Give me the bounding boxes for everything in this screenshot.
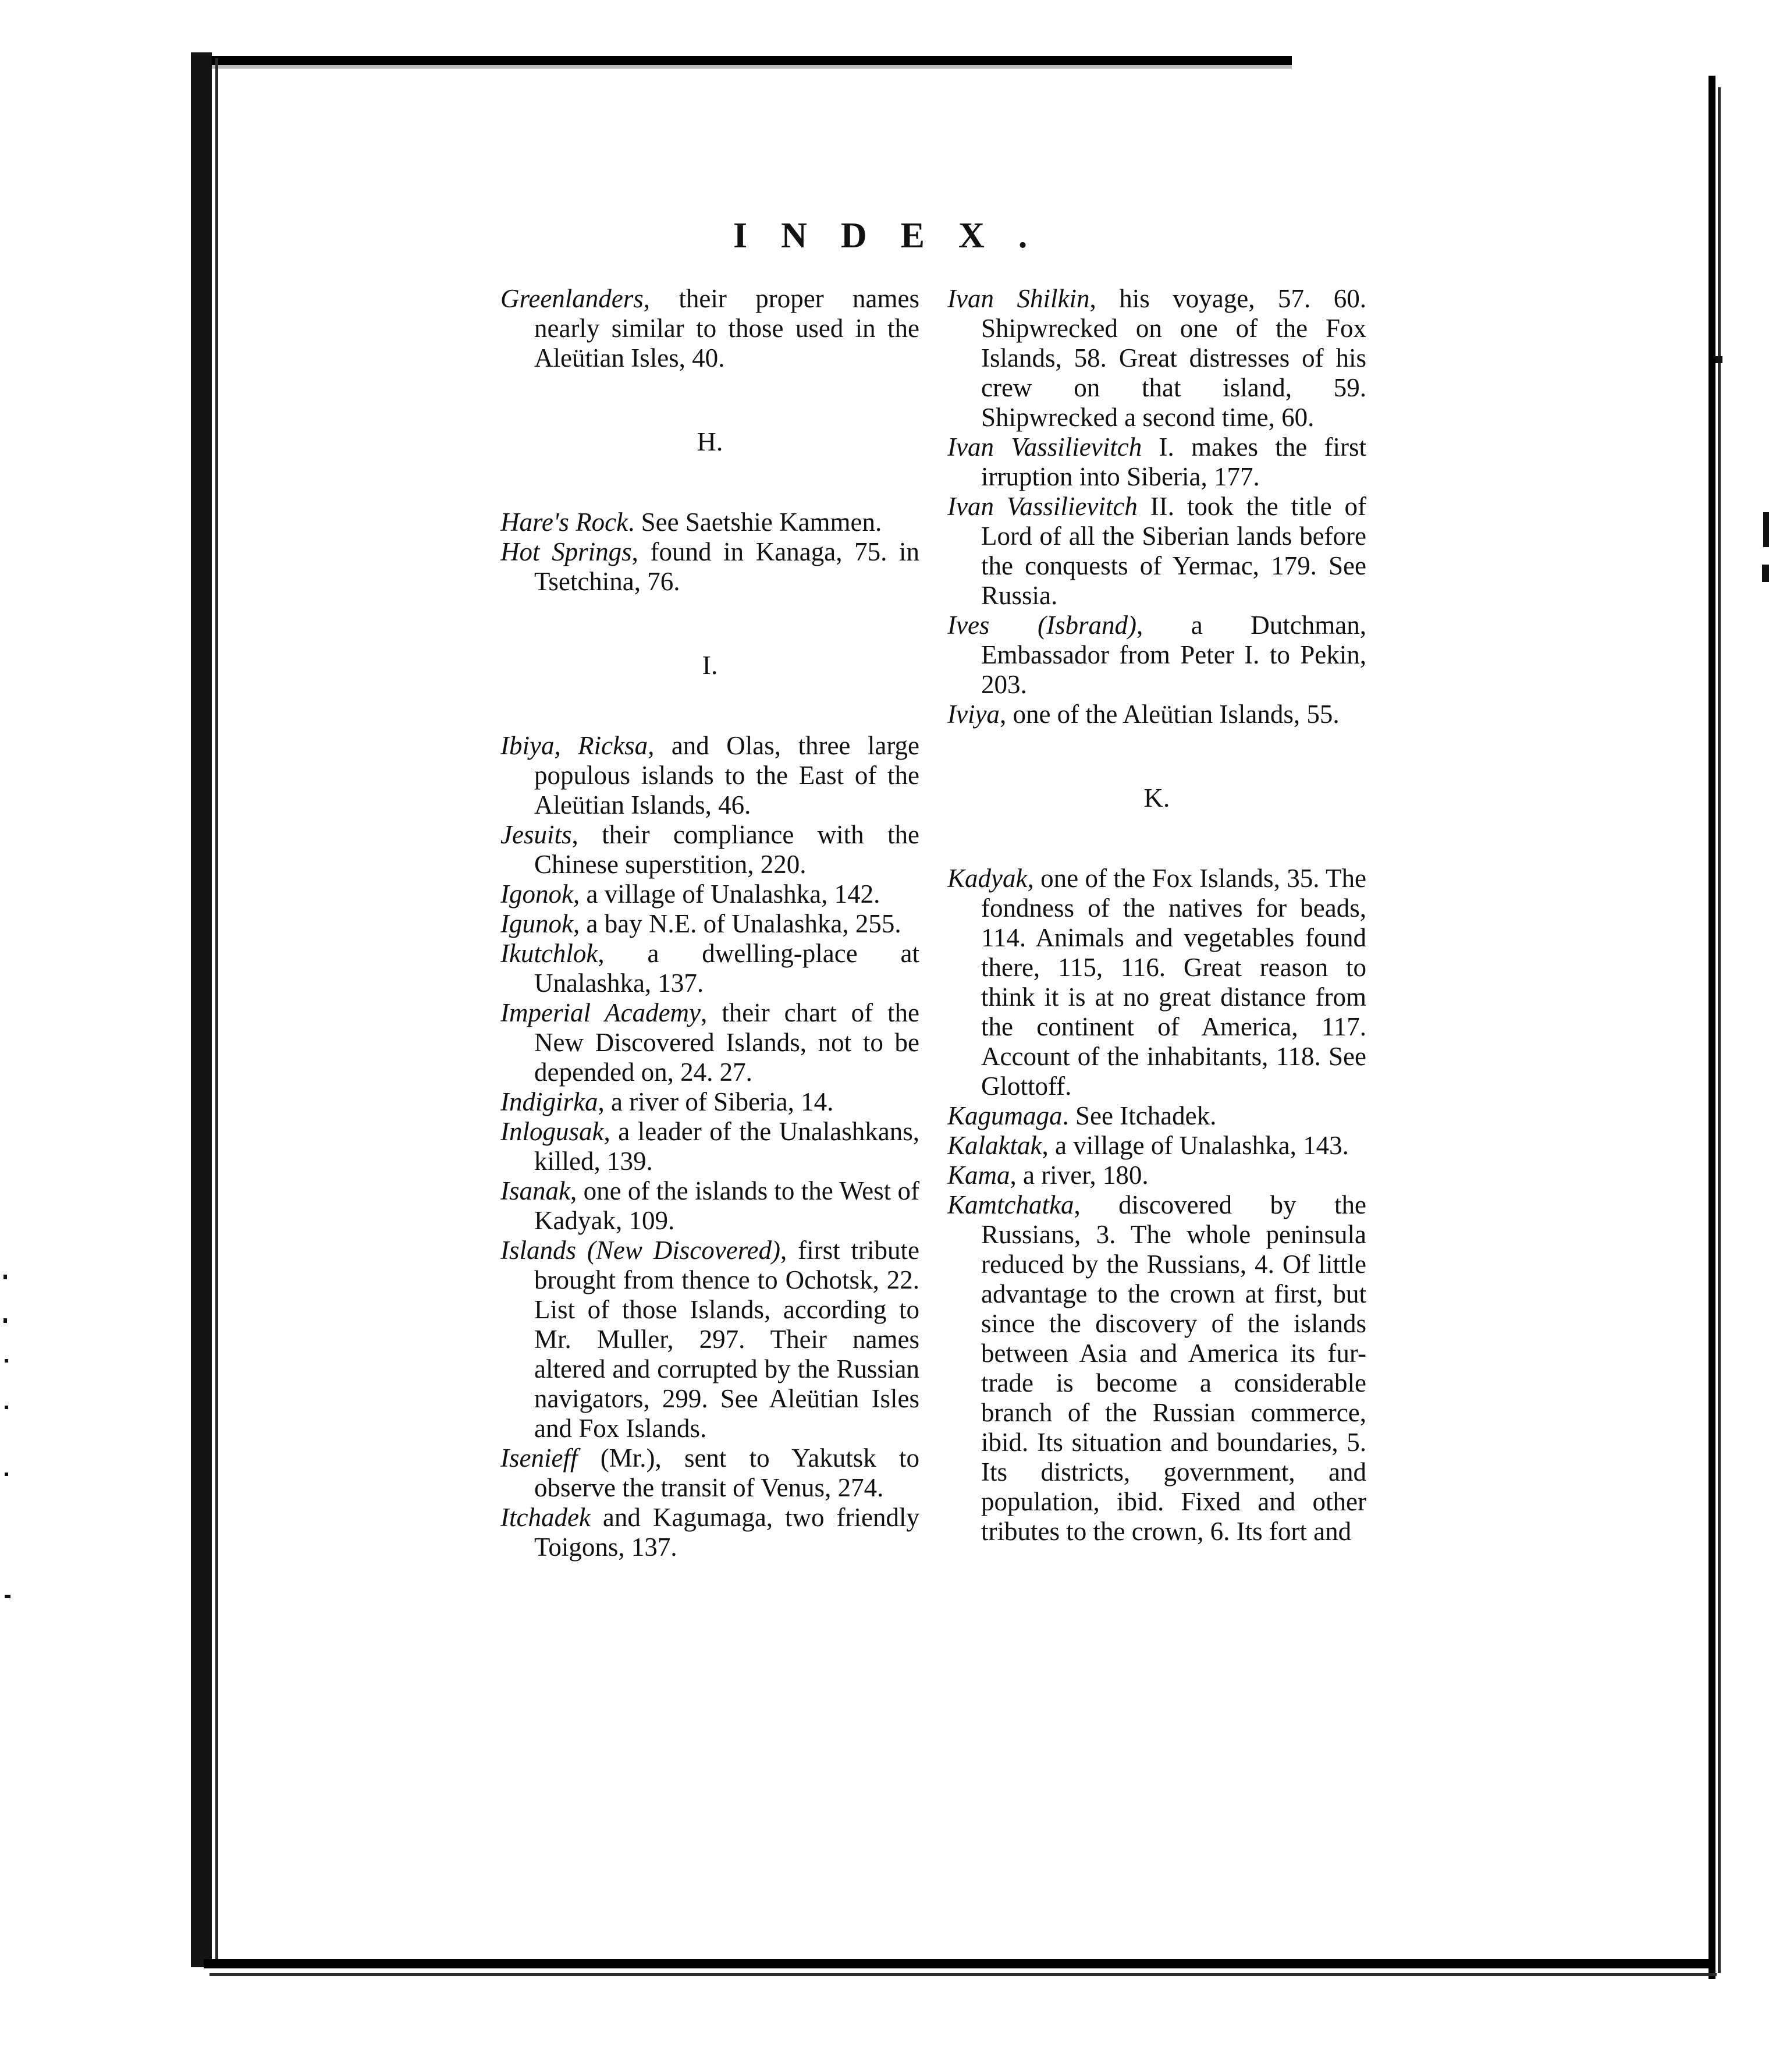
- entry-headword: Kalaktak: [947, 1131, 1042, 1160]
- index-entry: [947, 492, 1366, 611]
- entry-text: , a Dutchman, Embassador from Peter I. to Pekin, 203.: [981, 611, 1366, 699]
- index-entry: [947, 1131, 1366, 1161]
- page-top-shadow: [204, 65, 1292, 69]
- index-entry: [500, 731, 919, 820]
- book-spine-line: [215, 58, 218, 1967]
- entry-headword: Jesuits: [500, 820, 572, 849]
- entry-text: , one of the Fox Islands, 35. The fondness of the natives for beads, 114. Animals and vegetables found there, 115, 116. Great reason to think it is at no great distance from the continent of America, 117. Account of the inhabitants, 118. See Glottoff.: [981, 864, 1366, 1101]
- page-right-edge: [1708, 76, 1715, 1979]
- entry-group: [947, 284, 1366, 729]
- index-entry: [947, 432, 1366, 492]
- page-bottom-edge: [204, 1959, 1711, 1968]
- entry-headword: Isanak: [500, 1176, 570, 1205]
- entry-text: , a village of Unalashka, 143.: [1042, 1131, 1349, 1160]
- entry-headword: Ivan Vassilievitch: [947, 492, 1138, 521]
- entry-text: , their chart of the New Discovered Islands, not to be depended on, 24. 27.: [534, 998, 919, 1087]
- page-header: INDEX.: [733, 216, 1061, 256]
- index-entry: [947, 284, 1366, 432]
- index-entry: [500, 820, 919, 879]
- entry-text: II. took the title of Lord of all the Siberian lands before the conquests of Yermac, 179. See Russia.: [981, 492, 1367, 610]
- entry-text: , their compliance with the Chinese superstition, 220.: [534, 820, 919, 879]
- entry-group: [947, 864, 1366, 1546]
- entry-headword: Iviya: [947, 700, 1000, 729]
- scan-speck: [1762, 565, 1769, 582]
- entry-headword: Igunok: [500, 909, 573, 938]
- scan-speck: [5, 1359, 8, 1363]
- entry-headword: Ikutchlok: [500, 939, 598, 968]
- entry-text: . See Saetshie Kammen.: [628, 508, 882, 537]
- entry-headword: Itchadek: [500, 1503, 591, 1532]
- entry-headword: Kamtchatka: [947, 1190, 1074, 1219]
- index-entry: [947, 700, 1366, 729]
- index-entry: [947, 864, 1366, 1101]
- index-entry: [947, 1190, 1366, 1546]
- entry-headword: Islands (New Discovered): [500, 1236, 781, 1265]
- scan-speck: [3, 1275, 7, 1279]
- entry-text: , a river of Siberia, 14.: [598, 1087, 834, 1116]
- section-letter-h: H.: [697, 427, 723, 456]
- section-letter-i: I.: [702, 650, 718, 680]
- entry-headword: Ivan Shilkin: [947, 284, 1090, 313]
- index-entry: [500, 939, 919, 998]
- entry-headword: Kadyak: [947, 864, 1028, 893]
- entry-headword: Isenieff: [500, 1443, 578, 1473]
- index-entry: [500, 284, 919, 373]
- index-entry: [500, 1087, 919, 1117]
- entry-text: . See Itchadek.: [1062, 1101, 1217, 1130]
- entry-headword: Kagumaga: [947, 1101, 1063, 1130]
- scan-speck: [1763, 512, 1769, 547]
- index-entry: [500, 537, 919, 597]
- entry-text: (Mr.), sent to Yakutsk to observe the transit of Venus, 274.: [534, 1443, 919, 1502]
- entry-text: , their proper names nearly similar to those used in the Aleütian Isles, 40.: [534, 284, 919, 372]
- entry-text: , a village of Unalashka, 142.: [573, 879, 880, 909]
- index-entry: [500, 879, 919, 909]
- entry-text: and Kagumaga, two friendly Toigons, 137.: [534, 1503, 919, 1562]
- index-entry: [500, 1503, 919, 1562]
- entry-group: [500, 508, 919, 597]
- page-right-edge-line: [1718, 87, 1721, 1973]
- entry-text: and Olas, three large populous islands to the East of the Aleütian Islands, 46.: [534, 731, 919, 819]
- page-bottom-edge-line: [209, 1973, 1717, 1976]
- entry-text: , a bay N.E. of Unalashka, 255.: [573, 909, 901, 938]
- index-entry: [947, 1101, 1366, 1131]
- book-spine: [191, 52, 212, 1967]
- scan-speck: [5, 1406, 8, 1409]
- index-entry: [947, 1161, 1366, 1190]
- entry-text: I. makes the first irruption into Siberia, 177.: [981, 432, 1366, 491]
- index-entry: [500, 1117, 919, 1176]
- entry-headword: Imperial Academy: [500, 998, 701, 1027]
- entry-headword: Ibiya, Ricksa,: [500, 731, 655, 760]
- entry-headword: Igonok: [500, 879, 573, 909]
- entry-text: , found in Kanaga, 75. in Tsetchina, 76.: [534, 537, 919, 596]
- index-entry: [500, 909, 919, 939]
- scan-speck: [5, 1473, 8, 1476]
- index-entry: [947, 611, 1366, 700]
- entry-text: , his voyage, 57. 60. Shipwrecked on one of the Fox Islands, 58. Great distresses of his crew on that island, 59. Shipwrecked a second time, 60.: [981, 284, 1366, 432]
- scan-speck: [1715, 356, 1722, 363]
- entry-headword: Hot Springs: [500, 537, 632, 566]
- index-entry: [500, 508, 919, 537]
- index-column-left: [500, 284, 919, 1562]
- entry-headword: Inlogusak: [500, 1117, 604, 1146]
- index-entry: [500, 1443, 919, 1503]
- entry-text: , a leader of the Unalashkans, killed, 139.: [534, 1117, 919, 1176]
- entry-text: , one of the islands to the West of Kadyak, 109.: [534, 1176, 919, 1235]
- entry-headword: Ives (Isbrand): [947, 611, 1136, 640]
- section-letter-k: K.: [1143, 783, 1170, 813]
- scan-speck: [3, 1318, 7, 1323]
- entry-headword: Kama: [947, 1161, 1010, 1190]
- index-entry: [500, 998, 919, 1087]
- entry-text: , one of the Aleütian Islands, 55.: [999, 700, 1340, 729]
- entry-group: [500, 284, 919, 373]
- entry-headword: Indigirka: [500, 1087, 598, 1116]
- page-top-edge: [204, 56, 1292, 65]
- index-column-right: [947, 284, 1366, 1546]
- entry-text: , first tribute brought from thence to Ochotsk, 22. List of those Islands, according to Mr. Muller, 297. Their names altered and corrupted by the Russian navigators, 299. See Aleütian Isles and Fox Islands.: [534, 1236, 919, 1443]
- index-entry: [500, 1176, 919, 1236]
- entry-headword: Greenlanders: [500, 284, 644, 313]
- scan-speck: [5, 1595, 10, 1598]
- entry-text: , discovered by the Russians, 3. The whole peninsula reduced by the Russians, 4. Of little advantage to the crown at first, but since the discovery of the islands between Asia and America its fur-trade is become a considerable branch of the Russian commerce, ibid. Its situation and boundaries, 5. Its districts, government, and population, ibid. Fixed and other tributes to the crown, 6. Its fort and: [981, 1190, 1366, 1546]
- entry-group: [500, 731, 919, 1562]
- entry-headword: Ivan Vassilievitch: [947, 432, 1142, 462]
- entry-headword: Hare's Rock: [500, 508, 628, 537]
- index-entry: [500, 1236, 919, 1443]
- entry-text: , a river, 180.: [1010, 1161, 1149, 1190]
- entry-text: , a dwelling-place at Unalashka, 137.: [534, 939, 919, 998]
